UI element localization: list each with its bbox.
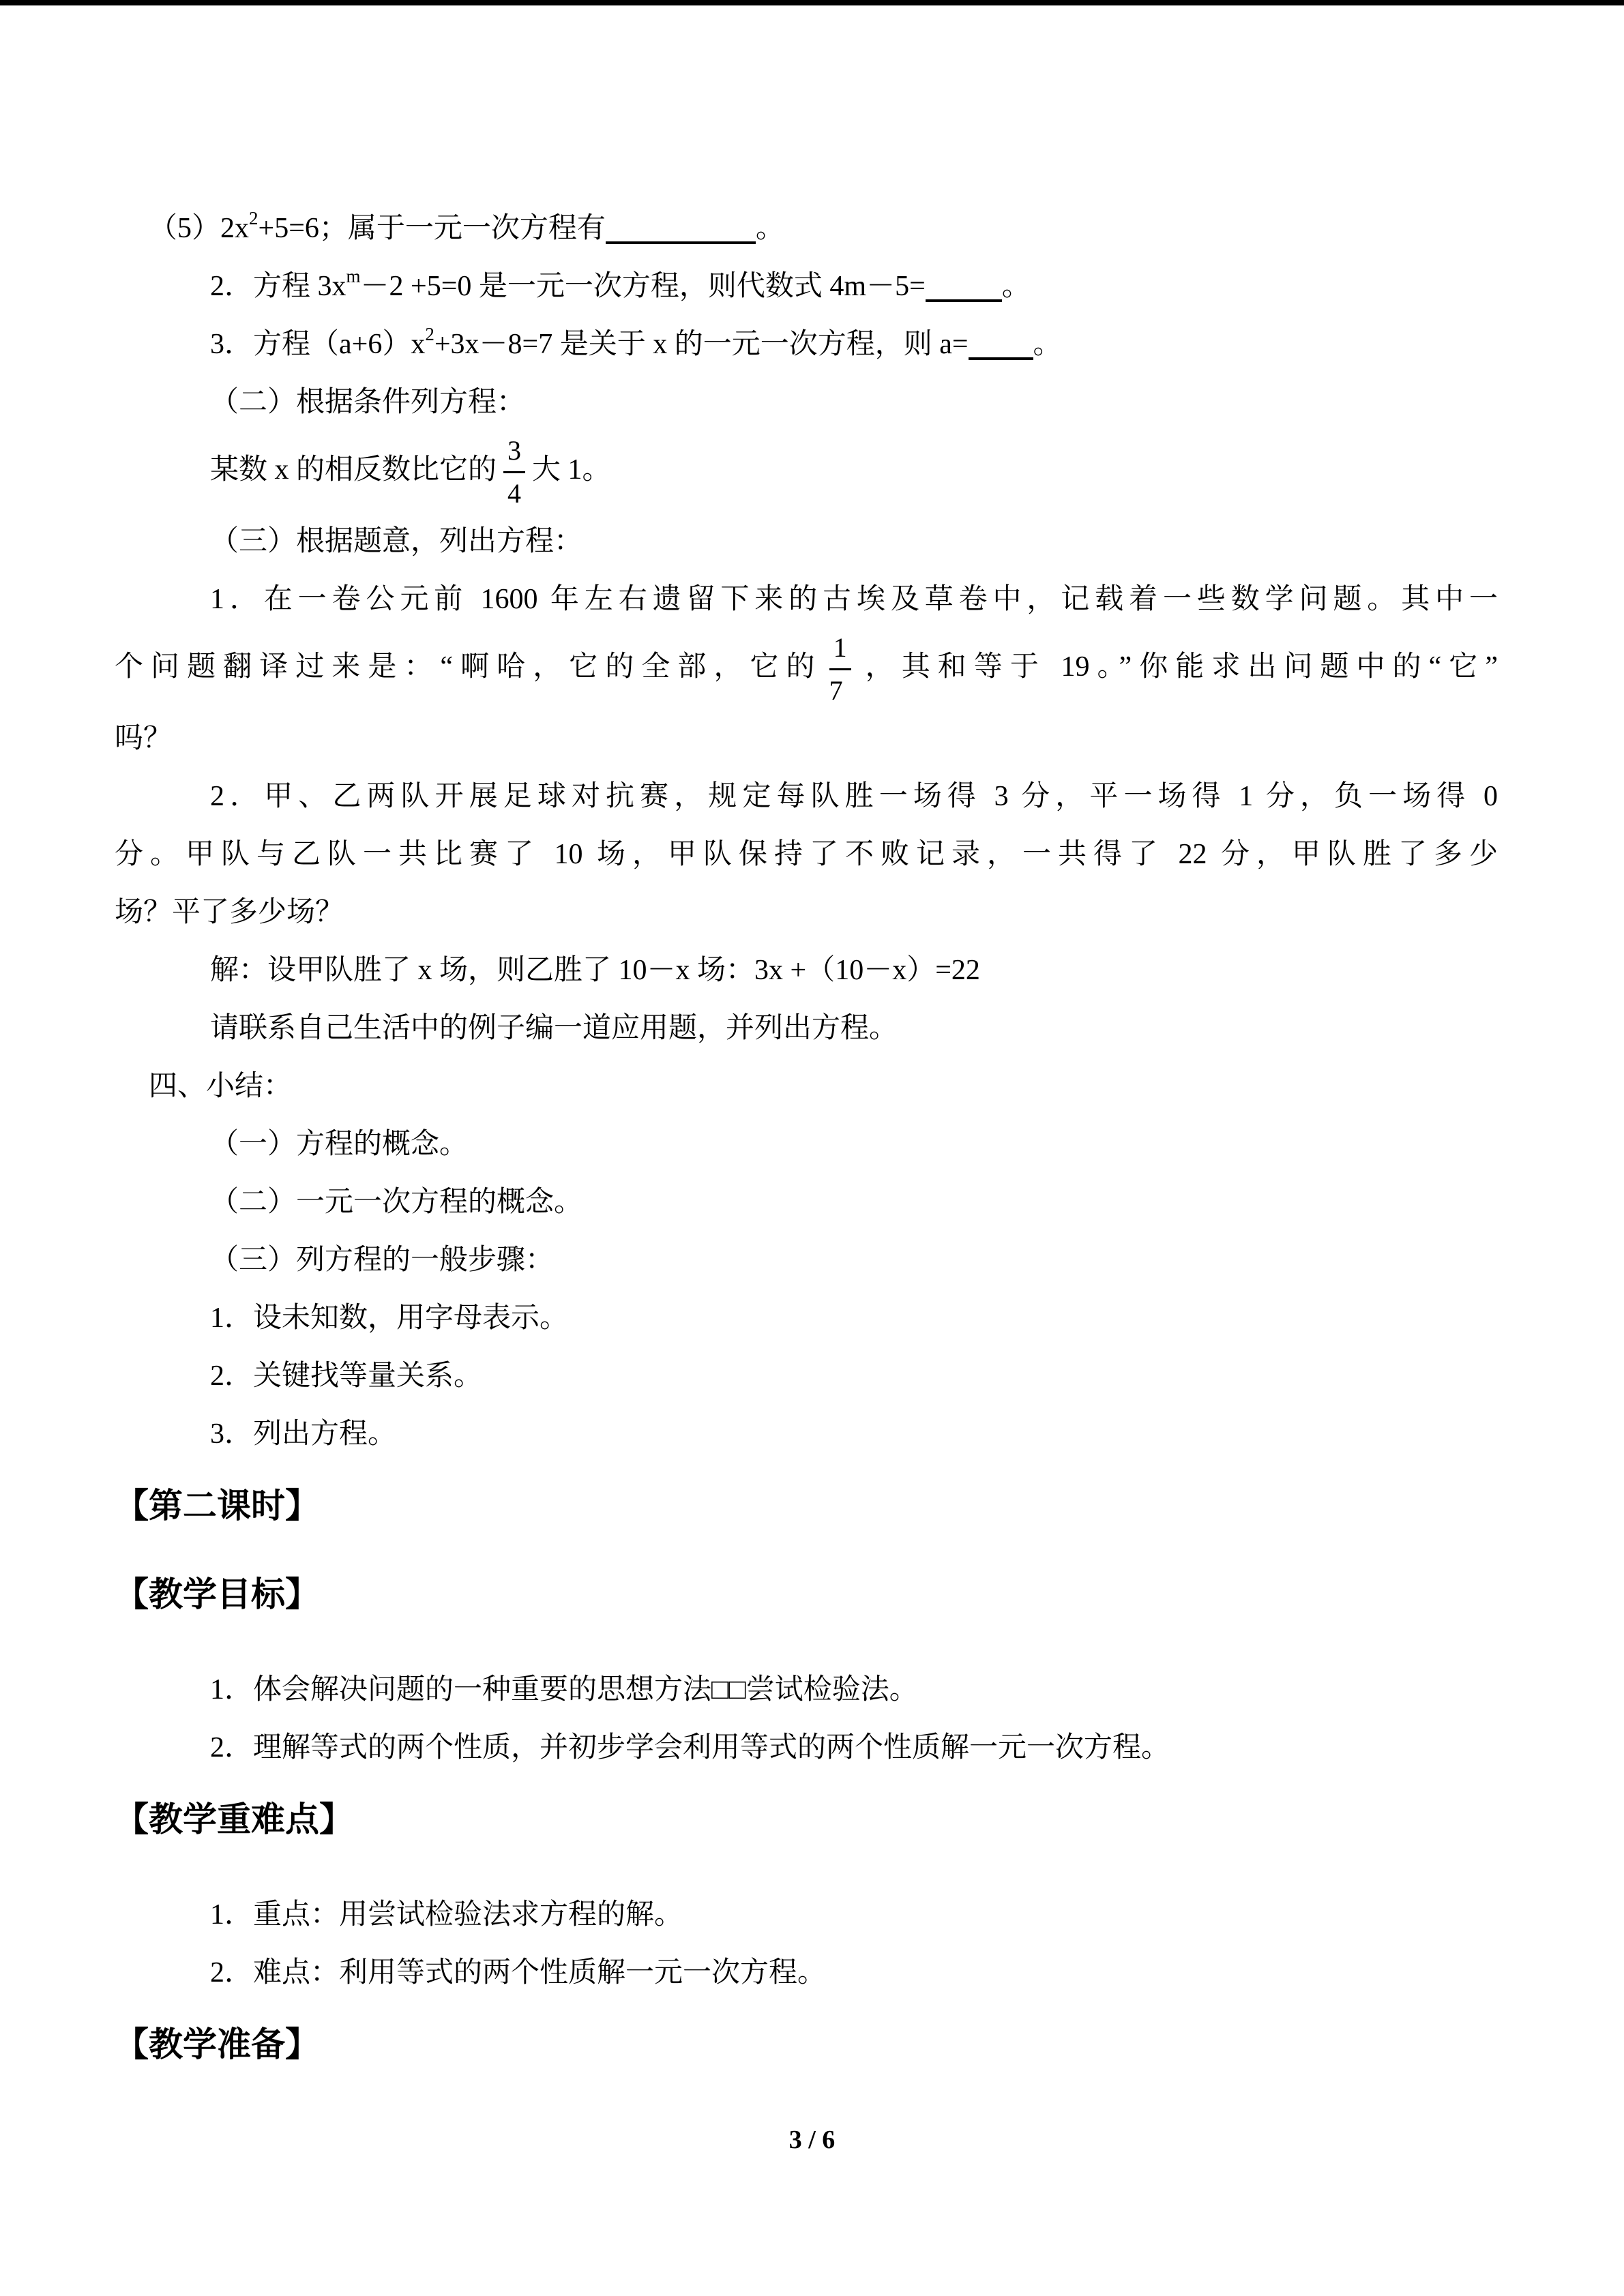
text-line: 2．方程 $3x^m-2 +5=0$ 是一元一次方程，则代数式 4m－5= 。: [210, 266, 1031, 302]
text-line: （一）方程的概念。: [210, 1129, 469, 1160]
section-heading: 【教学重难点】: [115, 1800, 353, 1838]
text-line: 3．列出方程。: [210, 1418, 397, 1450]
text-line: 场？平了多少场？: [115, 897, 344, 928]
text-line: 1．设未知数，用字母表示。: [210, 1302, 569, 1334]
superscript: 2: [425, 324, 434, 344]
text-line: （三）根据题意，列出方程：: [210, 526, 583, 557]
section-heading: 【教学目标】: [115, 1575, 319, 1613]
text-line: 2．难点：利用等式的两个性质解一元一次方程。: [210, 1957, 827, 1988]
fraction-numerator: 3: [503, 432, 525, 473]
text-line: 1．体会解决问题的一种重要的思想方法□□尝试检验法。: [210, 1674, 918, 1705]
fraction: [503, 432, 525, 513]
text-line: 3．方程$(a+6)x^2+3x-8=7$ 是关于 x 的一元一次方程，则 a= 。: [210, 324, 1062, 360]
fraction: [829, 629, 851, 710]
text-line: 解：设甲队胜了 x 场，则乙胜了 10－x 场：3x +（10－x）=22: [210, 955, 980, 986]
page-number: 3 / 6: [788, 2126, 836, 2154]
section-heading: 【第二课时】: [115, 1487, 319, 1525]
text-line: （二）一元一次方程的概念。: [210, 1187, 583, 1218]
superscript: 2: [249, 208, 259, 228]
blank-underline: [969, 349, 1033, 360]
text-line: （二）根据条件列方程：: [210, 387, 526, 418]
text-line: 1．在一卷公元前 1600 年左右遗留下来的古埃及草卷中，记载着一些数学问题。其中一: [210, 584, 1498, 615]
text-line: 2．关键找等量关系。: [210, 1360, 483, 1392]
text-line: 2．理解等式的两个性质，并初步学会利用等式的两个性质解一元一次方程。: [210, 1732, 1170, 1763]
text-line: 2．甲、乙两队开展足球对抗赛，规定每队胜一场得 3 分，平一场得 1 分，负一场得 0: [210, 781, 1498, 812]
text-line: 四、小结：: [149, 1071, 293, 1102]
superscript: m: [346, 266, 361, 286]
text-line: 1．重点：用尝试检验法求方程的解。: [210, 1899, 683, 1930]
text-line: $(5)2x^2+5=6$；属于一元一次方程有 。: [149, 208, 784, 244]
fraction-denominator: 7: [829, 675, 843, 706]
text-line: 个问题翻译过来是：“啊哈，它的全部，它的 $\frac{1}{7}$ ，其和等于 19。”你能求出问题中的“它”: [115, 629, 1498, 710]
blank-underline: [926, 291, 1002, 302]
page-content: [115, 200, 1498, 2111]
text-line: 请联系自己生活中的例子编一道应用题，并列出方程。: [210, 1013, 898, 1044]
text-line: 某数 x 的相反数比它的 $\frac{3}{4}$ 大 1。: [115, 432, 1498, 513]
blank-underline: [606, 233, 756, 244]
text-line: （三）列方程的一般步骤：: [210, 1244, 555, 1276]
text-line: 吗？: [115, 723, 173, 754]
fraction-denominator: 4: [507, 478, 522, 509]
fraction-numerator: 1: [829, 629, 851, 670]
text-line: 分。甲队与乙队一共比赛了 10 场，甲队保持了不败记录，一共得了 22 分，甲队胜了多少: [115, 839, 1498, 870]
section-heading: 【教学准备】: [115, 2025, 319, 2063]
